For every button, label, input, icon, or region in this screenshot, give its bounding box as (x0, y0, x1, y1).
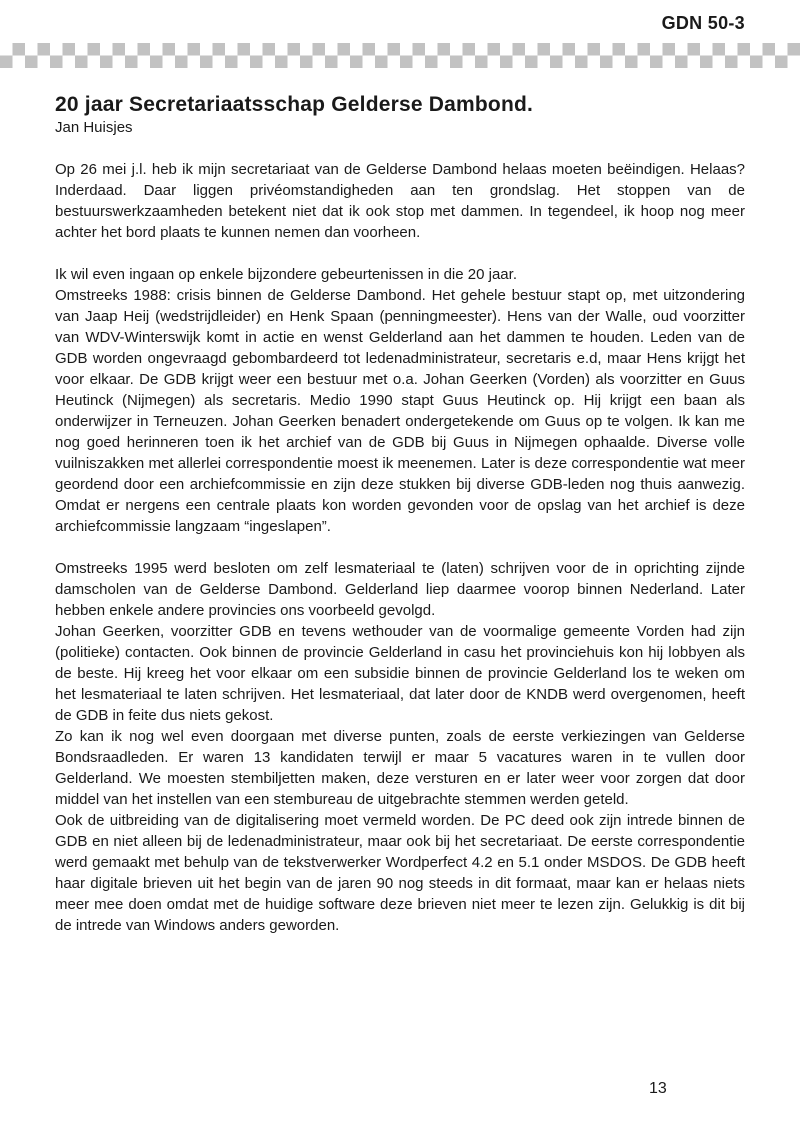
paragraph-digitalisering: Ook de uitbreiding van de digitalisering moet vermeld worden. De PC deed ook zijn intrede binnen de GDB en niet alleen bij de ledenadministrateur, maar ook bij het secretariaat. De eerste correspondentie werd gemaakt met behulp van de tekstverwerker Wordperfect 4.2 en 5.1 onder MSDOS. De GDB heeft haar digitale brieven uit het begin van de jaren 90 nog steeds in dit formaat, maar kan er helaas niets meer mee doen omdat met de huidige software deze brieven niet meer te lezen zijn. Gelukkig is dit bij de intrede van Windows anders geworden. (55, 812, 745, 934)
paragraph-1995-lesmateriaal: Omstreeks 1995 werd besloten om zelf lesmateriaal te (laten) schrijven voor de in oprichting zijnde damscholen van de Gelderse Dambond. Gelderland liep daarmee voorop binnen Nederland. Later hebben enkele andere provincies ons voorbeeld gevolgd. (55, 560, 745, 619)
issue-label: GDN 50-3 (661, 13, 745, 33)
checkerboard-band (0, 43, 800, 68)
article-title: 20 jaar Secretariaatsschap Gelderse Dambond. (55, 93, 534, 116)
article-author: Jan Huisjes (55, 119, 133, 136)
article (55, 93, 745, 936)
paragraph-1988-crisis: Omstreeks 1988: crisis binnen de Gelderse Dambond. Het gehele bestuur stapt op, met uitzondering van Jaap Heij (wedstrijdleider) en Henk Spaan (penningmeester). Hens van der Walle, oud voorzitter van WDV-Winterswijk komt in actie en wenst Gelderland aan het dammen te houden. Leden van de GDB worden ongevraagd gebombardeerd tot ledenadministrateur, secretaris e.d, maar Hens krijgt het voor elkaar. De GDB krijgt weer een bestuur met o.a. Johan Geerken (Vorden) als voorzitter en Guus Heutinck (Nijmegen) als secretaris. Medio 1990 stapt Guus Heutinck op. Hij krijgt een baan als onderwijzer in Terneuzen. Johan Geerken benadert ondergetekende om Guus op te volgen. Ik kan me nog goed herinneren toen ik het archief van de GDB bij Guus in Nijmegen ophaalde. Diverse volle vuilniszakken met allerlei correspondentie moest ik meenemen. Later is deze correspondentie wat meer geordend door een archiefcommissie en zijn deze stukken bij diverse GDB-leden nog thuis aanwezig. Omdat er nergens een centrale plaats kon worden gevonden voor de opslag van het archief is deze archiefcommissie langzaam “ingeslapen”. (55, 287, 745, 535)
paragraph-lead-in: Ik wil even ingaan op enkele bijzondere gebeurtenissen in die 20 jaar. (55, 266, 517, 283)
page-number: 13 (649, 1080, 667, 1097)
paragraph-intro: Op 26 mei j.l. heb ik mijn secretariaat van de Gelderse Dambond helaas moeten beëindigen. Helaas? Inderdaad. Daar liggen privéomstandigheden aan ten grondslag. Het stoppen van de bestuurswerkzaamheden betekent niet dat ik ook stop met dammen. In tegendeel, ik hoop nog meer achter het bord plaats te kunnen nemen dan voorheen. (55, 161, 745, 241)
running-head (662, 13, 745, 34)
paragraph-verkiezingen: Zo kan ik nog wel even doorgaan met diverse punten, zoals de eerste verkiezingen van Gelderse Bondsraadleden. Er waren 13 kandidaten terwijl er maar 5 vacatures waren in te vullen door Gelderland. We moesten stembiljetten maken, deze versturen en er later weer voor zorgen dat door middel van het instellen van een stembureau de uitgebrachte stemmen werden geteld. (55, 728, 745, 808)
paragraph-johan-geerken: Johan Geerken, voorzitter GDB en tevens wethouder van de voormalige gemeente Vorden had zijn (politieke) contacten. Ook binnen de provincie Gelderland in casu het provinciehuis kon hij lobbyen als de beste. Hij kreeg het voor elkaar om een subsidie binnen de provincie Gelderland los te weken om het lesmateriaal te laten schrijven. Het lesmateriaal, dat later door de KNDB werd overgenomen, heeft de GDB in feite dus niets gekost. (55, 623, 745, 724)
